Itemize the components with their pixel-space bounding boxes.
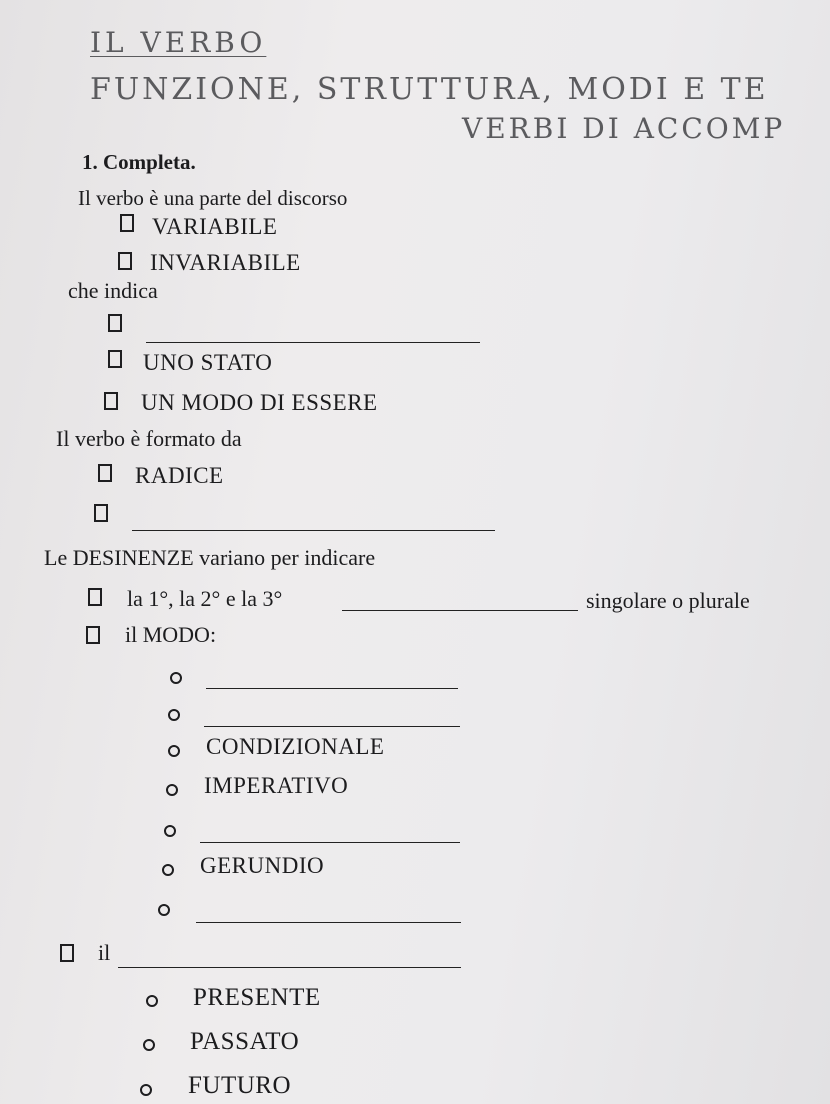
option-condizionale: CONDIZIONALE — [206, 734, 385, 759]
option-tempo-prefix: il — [98, 940, 111, 965]
option-stato: UNO STATO — [143, 350, 273, 375]
option-passato: PASSATO — [190, 1028, 300, 1055]
option-persona: la 1°, la 2° e la 3° — [127, 586, 283, 611]
option-gerundio: GERUNDIO — [200, 853, 325, 878]
checkbox-modo[interactable] — [86, 626, 100, 644]
bullet-tempo-3 — [140, 1084, 152, 1096]
answer-blank-persona[interactable] — [342, 610, 578, 611]
option-imperativo: IMPERATIVO — [204, 773, 349, 798]
bullet-modo-4 — [166, 784, 178, 796]
answer-blank-modo-1[interactable] — [206, 688, 458, 689]
bullet-tempo-2 — [143, 1039, 155, 1051]
option-presente: PRESENTE — [193, 984, 321, 1011]
bullet-modo-3 — [168, 745, 180, 757]
page-title: IL VERBO — [90, 26, 267, 59]
answer-blank-tempo[interactable] — [118, 967, 461, 968]
section2-intro: che indica — [68, 278, 158, 303]
bullet-modo-1 — [170, 672, 182, 684]
option-futuro: FUTURO — [188, 1072, 292, 1099]
exercise-heading: 1. Completa. — [82, 150, 196, 174]
answer-blank-1[interactable] — [146, 342, 480, 343]
checkbox-radice[interactable] — [98, 464, 112, 482]
page-subtitle-2: VERBI DI ACCOMP — [462, 112, 786, 145]
checkbox-invariabile[interactable] — [118, 252, 132, 270]
option-invariabile: INVARIABILE — [150, 250, 301, 275]
answer-blank-2[interactable] — [132, 530, 495, 531]
section1-intro: Il verbo è una parte del discorso — [78, 186, 348, 210]
bullet-modo-6 — [162, 864, 174, 876]
option-modo-essere: UN MODO DI ESSERE — [141, 390, 378, 415]
checkbox-blank-1[interactable] — [108, 314, 122, 332]
option-variabile: VARIABILE — [152, 214, 278, 239]
bullet-modo-5 — [164, 825, 176, 837]
answer-blank-modo-2[interactable] — [204, 726, 460, 727]
checkbox-tempo[interactable] — [60, 944, 74, 962]
bullet-modo-2 — [168, 709, 180, 721]
section4-intro: Le DESINENZE variano per indicare — [44, 545, 376, 570]
checkbox-persona[interactable] — [88, 588, 102, 606]
bullet-tempo-1 — [146, 995, 158, 1007]
checkbox-blank-2[interactable] — [94, 504, 108, 522]
bullet-modo-7 — [158, 904, 170, 916]
answer-blank-modo-5[interactable] — [200, 842, 460, 843]
section3-intro: Il verbo è formato da — [56, 426, 242, 451]
page-subtitle: FUNZIONE, STRUTTURA, MODI E TE — [90, 72, 769, 107]
answer-blank-modo-7[interactable] — [196, 922, 461, 923]
checkbox-modo-essere[interactable] — [104, 392, 118, 410]
checkbox-stato[interactable] — [108, 350, 122, 368]
option-persona-tail: singolare o plurale — [586, 588, 750, 613]
option-radice: RADICE — [135, 463, 224, 488]
checkbox-variabile[interactable] — [120, 214, 134, 232]
option-modo: il MODO: — [125, 622, 217, 647]
